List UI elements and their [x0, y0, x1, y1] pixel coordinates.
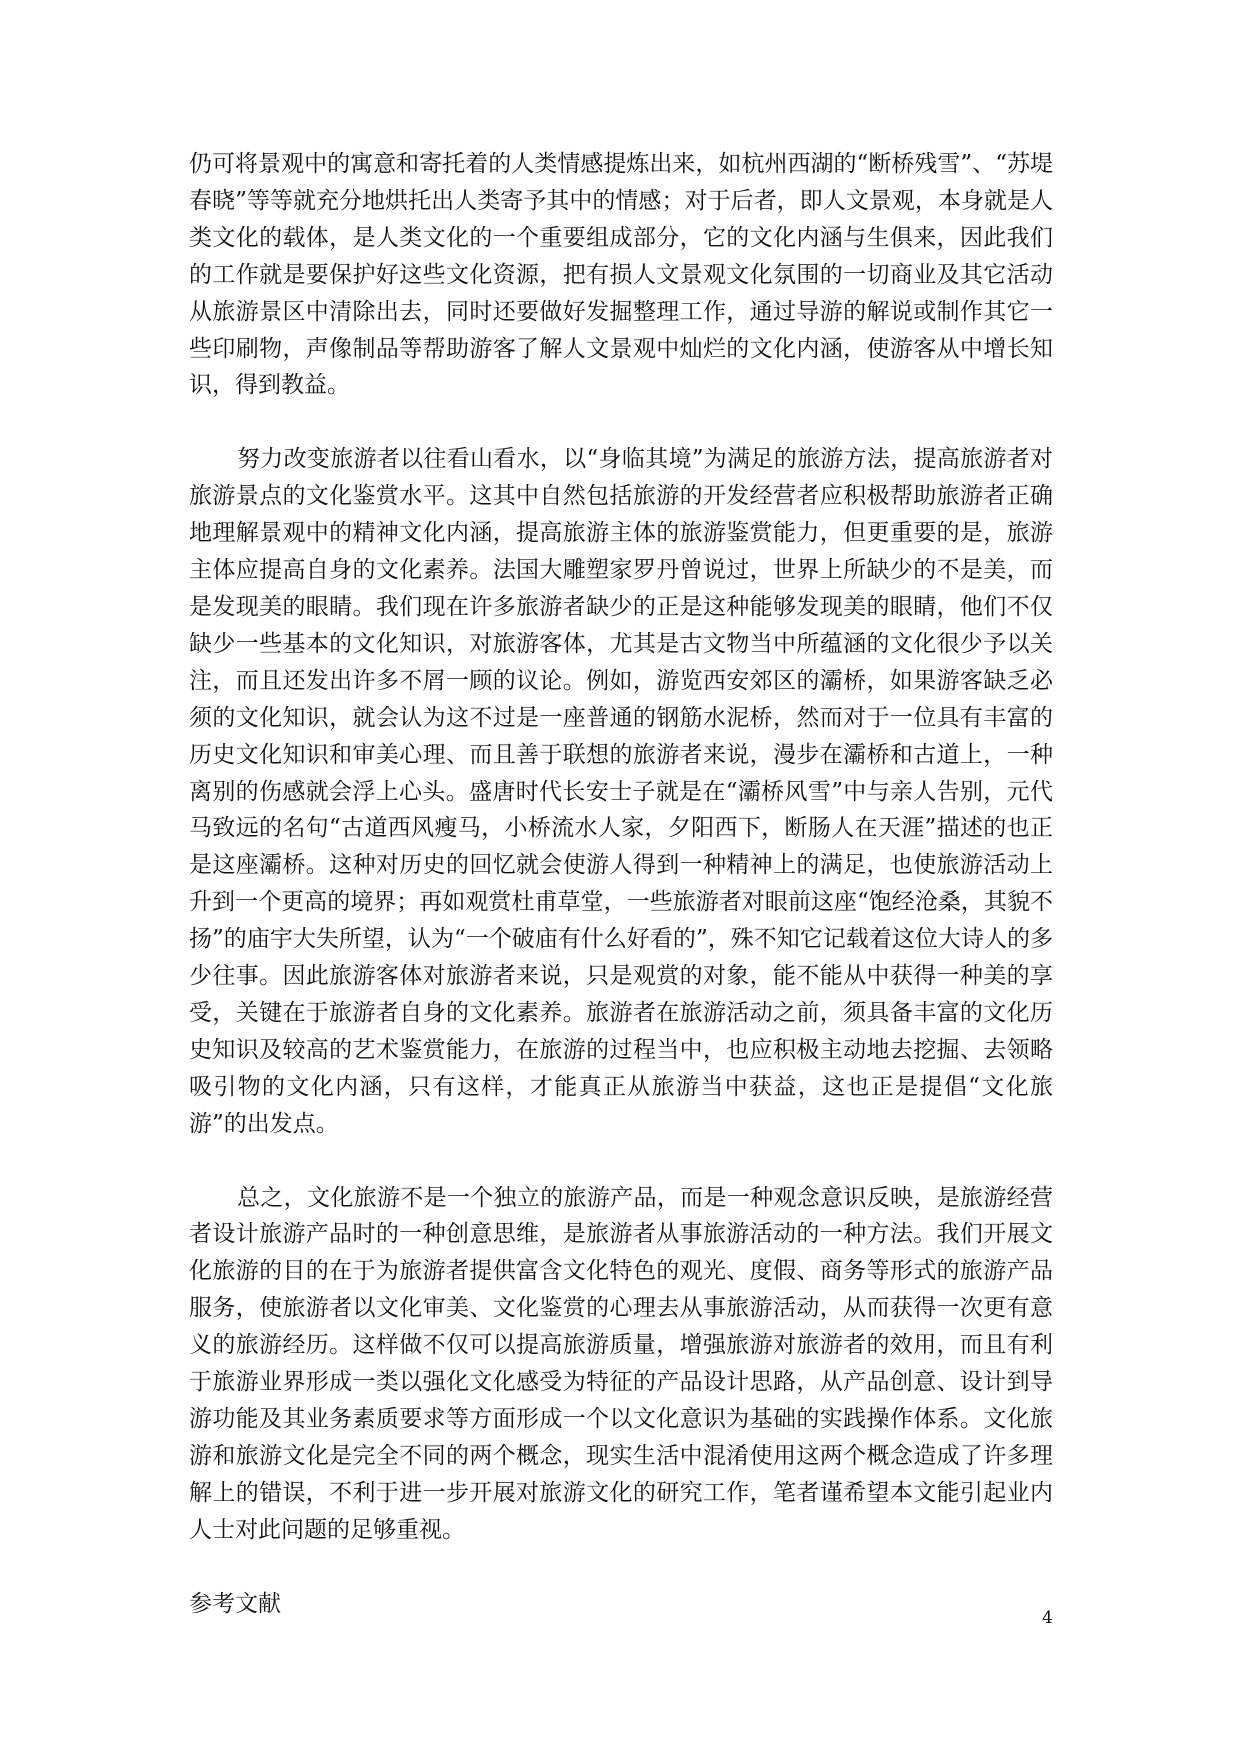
paragraph-continuation: 仍可将景观中的寓意和寄托着的人类情感提炼出来，如杭州西湖的“断桥残雪”、“苏堤春晓”等等就充分地烘托出人类寄予其中的情感；对于后者，即人文景观，本身就是人类文化的载体，是人类文化的一个重要组成部分，它的文化内涵与生俱来，因此我们的工作就是要保护好这些文化资源，把有损人文景观文化氛围的一切商业及其它活动从旅游景区中清除出去，同时还要做好发掘整理工作，通过导游的解说或制作其它一些印刷物，声像制品等帮助游客了解人文景观中灿烂的文化内涵，使游客从中增长知识，得到教益。 — [189, 151, 1053, 399]
page-number: 4 — [1042, 1608, 1053, 1628]
body-text — [189, 146, 1053, 1623]
paragraph-cultural-appreciation: 努力改变旅游者以往看山看水，以“身临其境”为满足的旅游方法，提高旅游者对旅游景点的文化鉴赏水平。这其中自然包括旅游的开发经营者应积极帮助旅游者正确地理解景观中的精神文化内涵，提高旅游主体的旅游鉴赏能力，但更重要的是，旅游主体应提高自身的文化素养。法国大雕塑家罗丹曾说过，世界上所缺少的不是美，而是发现美的眼睛。我们现在许多旅游者缺少的正是这种能够发现美的眼睛，他们不仅缺少一些基本的文化知识，对旅游客体，尤其是古文物当中所蕴涵的文化很少予以关注，而且还发出许多不屑一顾的议论。例如，游览西安郊区的灞桥，如果游客缺乏必须的文化知识，就会认为这不过是一座普通的钢筋水泥桥，然而对于一位具有丰富的历史文化知识和审美心理、而且善于联想的旅游者来说，漫步在灞桥和古道上，一种离别的伤感就会浮上心头。盛唐时代长安士子就是在“灞桥风雪”中与亲人告别，元代马致远的名句“古道西风瘦马，小桥流水人家，夕阳西下，断肠人在天涯”描述的也正是这座灞桥。这种对历史的回忆就会使游人得到一种精神上的满足，也使旅游活动上升到一个更高的境界；再如观赏杜甫草堂，一些旅游者对眼前这座“饱经沧桑，其貌不扬”的庙宇大失所望，认为“一个破庙有什么好看的”，殊不知它记载着这位大诗人的多少往事。因此旅游客体对旅游者来说，只是观赏的对象，能不能从中获得一种美的享受，关键在于旅游者自身的文化素养。旅游者在旅游活动之前，须具备丰富的文化历史知识及较高的艺术鉴赏能力，在旅游的过程当中，也应积极主动地去挖掘、去领略吸引物的文化内涵，只有这样，才能真正从旅游当中获益，这也正是提倡“文化旅游”的出发点。 — [189, 446, 1053, 1137]
references-heading: 参考文献 — [189, 1590, 281, 1617]
paragraph-conclusion: 总之，文化旅游不是一个独立的旅游产品，而是一种观念意识反映，是旅游经营者设计旅游产品时的一种创意思维，是旅游者从事旅游活动的一种方法。我们开展文化旅游的目的在于为旅游者提供富含文化特色的观光、度假、商务等形式的旅游产品服务，使旅游者以文化审美、文化鉴赏的心理去从事旅游活动，从而获得一次更有意义的旅游经历。这样做不仅可以提高旅游质量，增强旅游对旅游者的效用，而且有利于旅游业界形成一类以强化文化感受为特征的产品设计思路，从产品创意、设计到导游功能及其业务素质要求等方面形成一个以文化意识为基础的实践操作体系。文化旅游和旅游文化是完全不同的两个概念，现实生活中混淆使用这两个概念造成了许多理解上的错误，不利于进一步开展对旅游文化的研究工作，笔者谨希望本文能引起业内人士对此问题的足够重视。 — [189, 1184, 1053, 1543]
